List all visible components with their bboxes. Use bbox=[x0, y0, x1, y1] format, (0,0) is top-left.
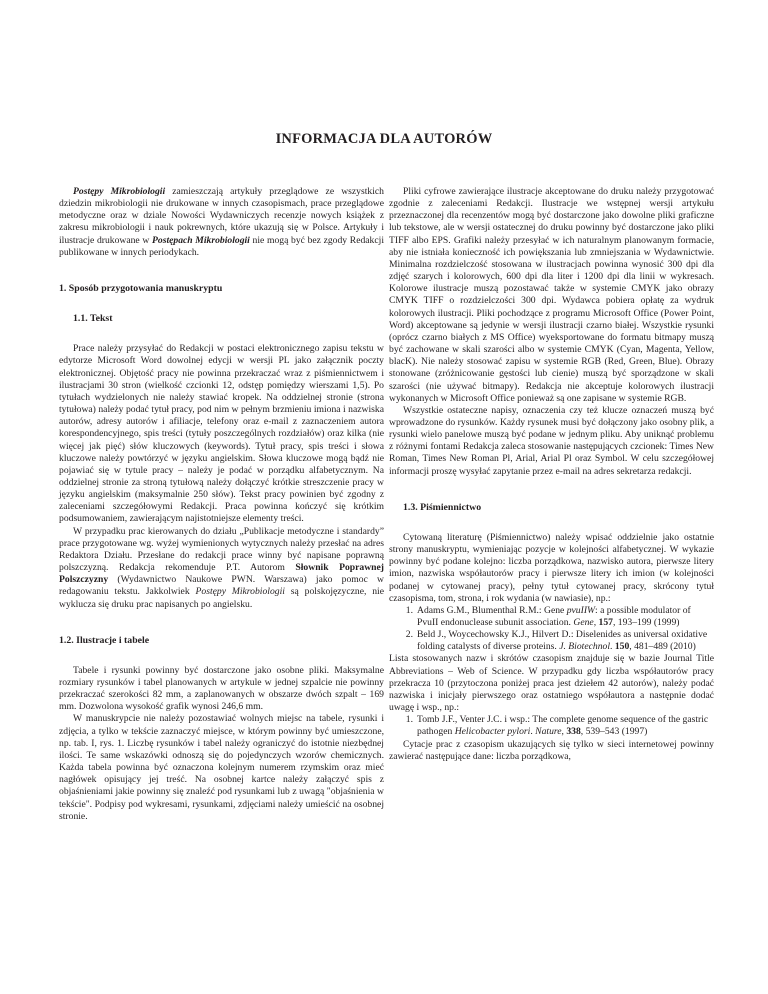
left-column bbox=[59, 186, 384, 823]
text-paragraph: Prace należy przysyłać do Redakcji w postaci elektronicznego zapisu tekstu w edytorze Microsoft Word dowolnej edycji w wersji PL jako załącznik poczty elektronicznej. Objętość pracy nie powinna przekraczać wraz z piśmiennictwem i ilustracjami 30 stron (wielkość czcionki 12, odstęp pomiędzy wierszami 1,5). Po tytułach wydzielonych nie należy stawiać kropek. Na oddzielnej stronie (strona tytułowa) należy podać tytuł pracy, pod nim w pełnym brzmieniu imiona i nazwiska autorów, adresy autorów i afiliacje, telefony oraz e-mail z zaznaczeniem autora korespondencyjnego, spis treści (tytuły poszczególnych rozdziałów) oraz kilka (nie więcej jak pięć) słów kluczowych (keywords). Tytuł pracy, spis treści i słowa kluczowe należy powtórzyć w języku angielskim. Słowa kluczowe mogą bądź nie pojawiać się w tytule pracy – należy je podać w porządku alfabetycznym. Na oddzielnej stronie za stroną tytułową należy dołączyć krótkie streszczenie pracy w języku angielskim (maksymalnie 250 słów). Tekst pracy powinien być zgodny z zaleceniami szczegółowymi Redakcji. Praca powinna kończyć się krótkim podsumowaniem, zawierającym najistotniejsze elementy treści. bbox=[59, 343, 384, 525]
text-paragraph: W przypadku prac kierowanych do działu „Publikacje metodyczne i standardy” prace przygotowane wg. wyżej wymienionych wytycznych należy przesłać na adres Redaktora Działu. Przesłane do redakcji prace winny być napisane poprawną polszczyzną. Redakcja rekomenduje P.T. Autorom Słownik Poprawnej Polszczyzny (Wydawnictwo Naukowe PWN. Warszawa) jako pomoc w redagowaniu tekstu. Jakkolwiek Postępy Mikrobiologii są polskojęzyczne, nie wyklucza się druku prac napisanych po angielsku. bbox=[59, 525, 384, 610]
section-1-heading: 1. Sposób przygotowania manuskryptu bbox=[59, 282, 223, 294]
section-1-2-heading: 1.2. Ilustracje i tabele bbox=[59, 634, 150, 646]
right-column bbox=[389, 186, 714, 763]
section-1-1-heading: 1.1. Tekst bbox=[73, 313, 113, 325]
text-paragraph: W manuskrypcie nie należy pozostawiać wolnych miejsc na tabele, rysunki i zdjęcia, a tylko w tekście zaznaczyć miejsce, w którym powinny być umieszczone, np. tab. I, rys. 1. Liczbę rysunków i tabel należy ograniczyć do istotnie niezbędnej ilości. Te same wskazówki odnoszą się do pojedynczych wzorów chemicznych. Każda tabela powinna być oznaczona kolejnym numerem rzymskim oraz mieć nagłówek opisujący jej treść. Na osobnej kartce należy załączyć spis z objaśnieniami jakie powinny się znaleźć pod rysunkami lub z uwagą "objaśnienia w tekście". Podpisy pod wykresami, rysunkami, zdjęciami należy umieścić na osobnej stronie. bbox=[59, 713, 384, 822]
text-paragraph: Wszystkie ostateczne napisy, oznaczenia czy też klucze oznaczeń muszą być wprowadzone do rysunków. Każdy rysunek musi być dołączony jako osobny plik, a rysunki wielo panelowe muszą być podane w jednym pliku. Aby uniknąć problemu z różnymi fontami Redakcja zaleca stosowanie następujących czcionek: Times New Roman, Times New Roman Pl, Arial, Arial Pl oraz Symbol. W celu szczegółowej informacji proszę wysyłać zapytanie przez e-mail na adres sekretarza redakcji. bbox=[389, 404, 714, 477]
page-title: INFORMACJA DLA AUTORÓW bbox=[275, 131, 493, 147]
reference-item: 1. Adams G.M., Blumenthal R.M.: Gene pvuIIW: a possible modulator of PvuII endonuclease subunit association. Gene, 157, 193–199 (1999) bbox=[405, 604, 691, 628]
text-paragraph: Cytacje prac z czasopism ukazujących się tylko w sieci internetowej powinny zawierać następujące dane: liczba porządkowa, bbox=[389, 738, 714, 762]
text-paragraph: Lista stosowanych nazw i skrótów czasopism znajduje się w bazie Journal Title Abbreviations – Web of Science. W przypadku gdy liczba współautorów pracy przekracza 10 (przytoczona poniżej praca jest dziełem 42 autorów), należy podać nazwiska i inicjały pierwszego oraz ostatniego współautora a następnie dodać uwagę i wsp., np.: bbox=[389, 653, 714, 714]
reference-item: 1. Tomb J.F., Venter J.C. i wsp.: The complete genome sequence of the gastric pathogen Helicobacter pylori. Nature, 338, 539–543 (1997) bbox=[405, 714, 709, 738]
intro-paragraph: Postępy Mikrobiologii zamieszczają artykuły przeglądowe ze wszystkich dziedzin mikrobiologii nie drukowane w innych czasopismach, prace przeglądowe metodyczne oraz w dziale Nowości Wydawniczych recenzje nowych książek z zakresu mikrobiologii i nauk pokrewnych, które ukazują się w Polsce. Artykuły i ilustracje drukowane w Postępach Mikrobiologii nie mogą być bez zgody Redakcji publikowane w innych periodykach. bbox=[59, 186, 384, 258]
text-paragraph: Pliki cyfrowe zawierające ilustracje akceptowane do druku należy przygotować zgodnie z zaleceniami Redakcji. Ilustracje we wstępnej wersji artykułu przeznaczonej dla recenzentów mogą być dostarczone jako dowolne pliki graficzne lub tekstowe, ale w wersji ostatecznej do druku powinny być dostarczone jako pliki TIFF albo EPS. Grafiki należy przesyłać w ich naturalnym planowanym formacie, aby nie istniała konieczność ich powiększania lub zmniejszania w Wydawnictwie. Minimalna rozdzielczość stosowana w ilustracjach powinna wynosić 300 dpi dla zdjęć szarych i kolorowych, 600 dpi dla liter i 1200 dpi dla linii w wykresach. Kolorowe ilustracje muszą pozostawać także w systemie CMYK jako obrazy CMYK TIFF o rozdzielczości 300 dpi. Wydawca pobiera opłatę za wydruk kolorowych ilustracji. Pliki pochodzące z programu Microsoft Office (Power Point, Word) akceptowane są jedynie w wersji ilustracji czarno białej. Wszystkie rysunki (oprócz czarno białych z MS Office) wyeksportowane do formatu bitmapy muszą być zachowane w skali szarości albo w systemie CMYK (Cyan, Magenta, Yellow, blacK). Nie należy stosować zapisu w systemie RGB (Red, Green, Blue). Obrazy stonowane (zróżnicowanie gęstości lub cienie) muszą być sporządzone w skali szarości (nie używać bitmapy). Redakcja nie akceptuje kolorowych ilustracji wykonanych w Microsoft Office ponieważ są one zapisane w systemie RGB. bbox=[389, 186, 714, 404]
text-paragraph: Tabele i rysunki powinny być dostarczone jako osobne pliki. Maksymalne rozmiary rysunków i tabel planowanych w artykule w jednej szpalcie nie powinny przekraczać szerokości 82 mm, a zaplanowanych w obszarze dwóch szpalt – 169 mm. Dozwolona wysokość grafik wynosi 246,6 mm. bbox=[59, 664, 384, 713]
text-paragraph: Cytowaną literaturę (Piśmiennictwo) należy wpisać oddzielnie jako ostatnie strony manuskryptu, wymieniając pozycje w kolejności alfabetycznej. W wykazie powinny być podane kolejno: liczba porządkowa, nazwisko autora, pierwsze litery imion, nazwiska współautorów pracy i pierwsze litery ich imion (w kolejności podanej w cytowanej pracy), pełny tytuł cytowanej pracy, skrócony tytuł czasopisma, tom, strona, i rok wydania (w nawiasie), np.: bbox=[389, 531, 714, 604]
section-1-3-heading: 1.3. Piśmiennictwo bbox=[403, 501, 482, 513]
reference-item: 2. Beld J., Woycechowsky K.J., Hilvert D.: Diselenides as universal oxidative folding catalysts of diverse proteins. J. Biotechnol. 150, 481–489 (2010) bbox=[405, 629, 708, 653]
